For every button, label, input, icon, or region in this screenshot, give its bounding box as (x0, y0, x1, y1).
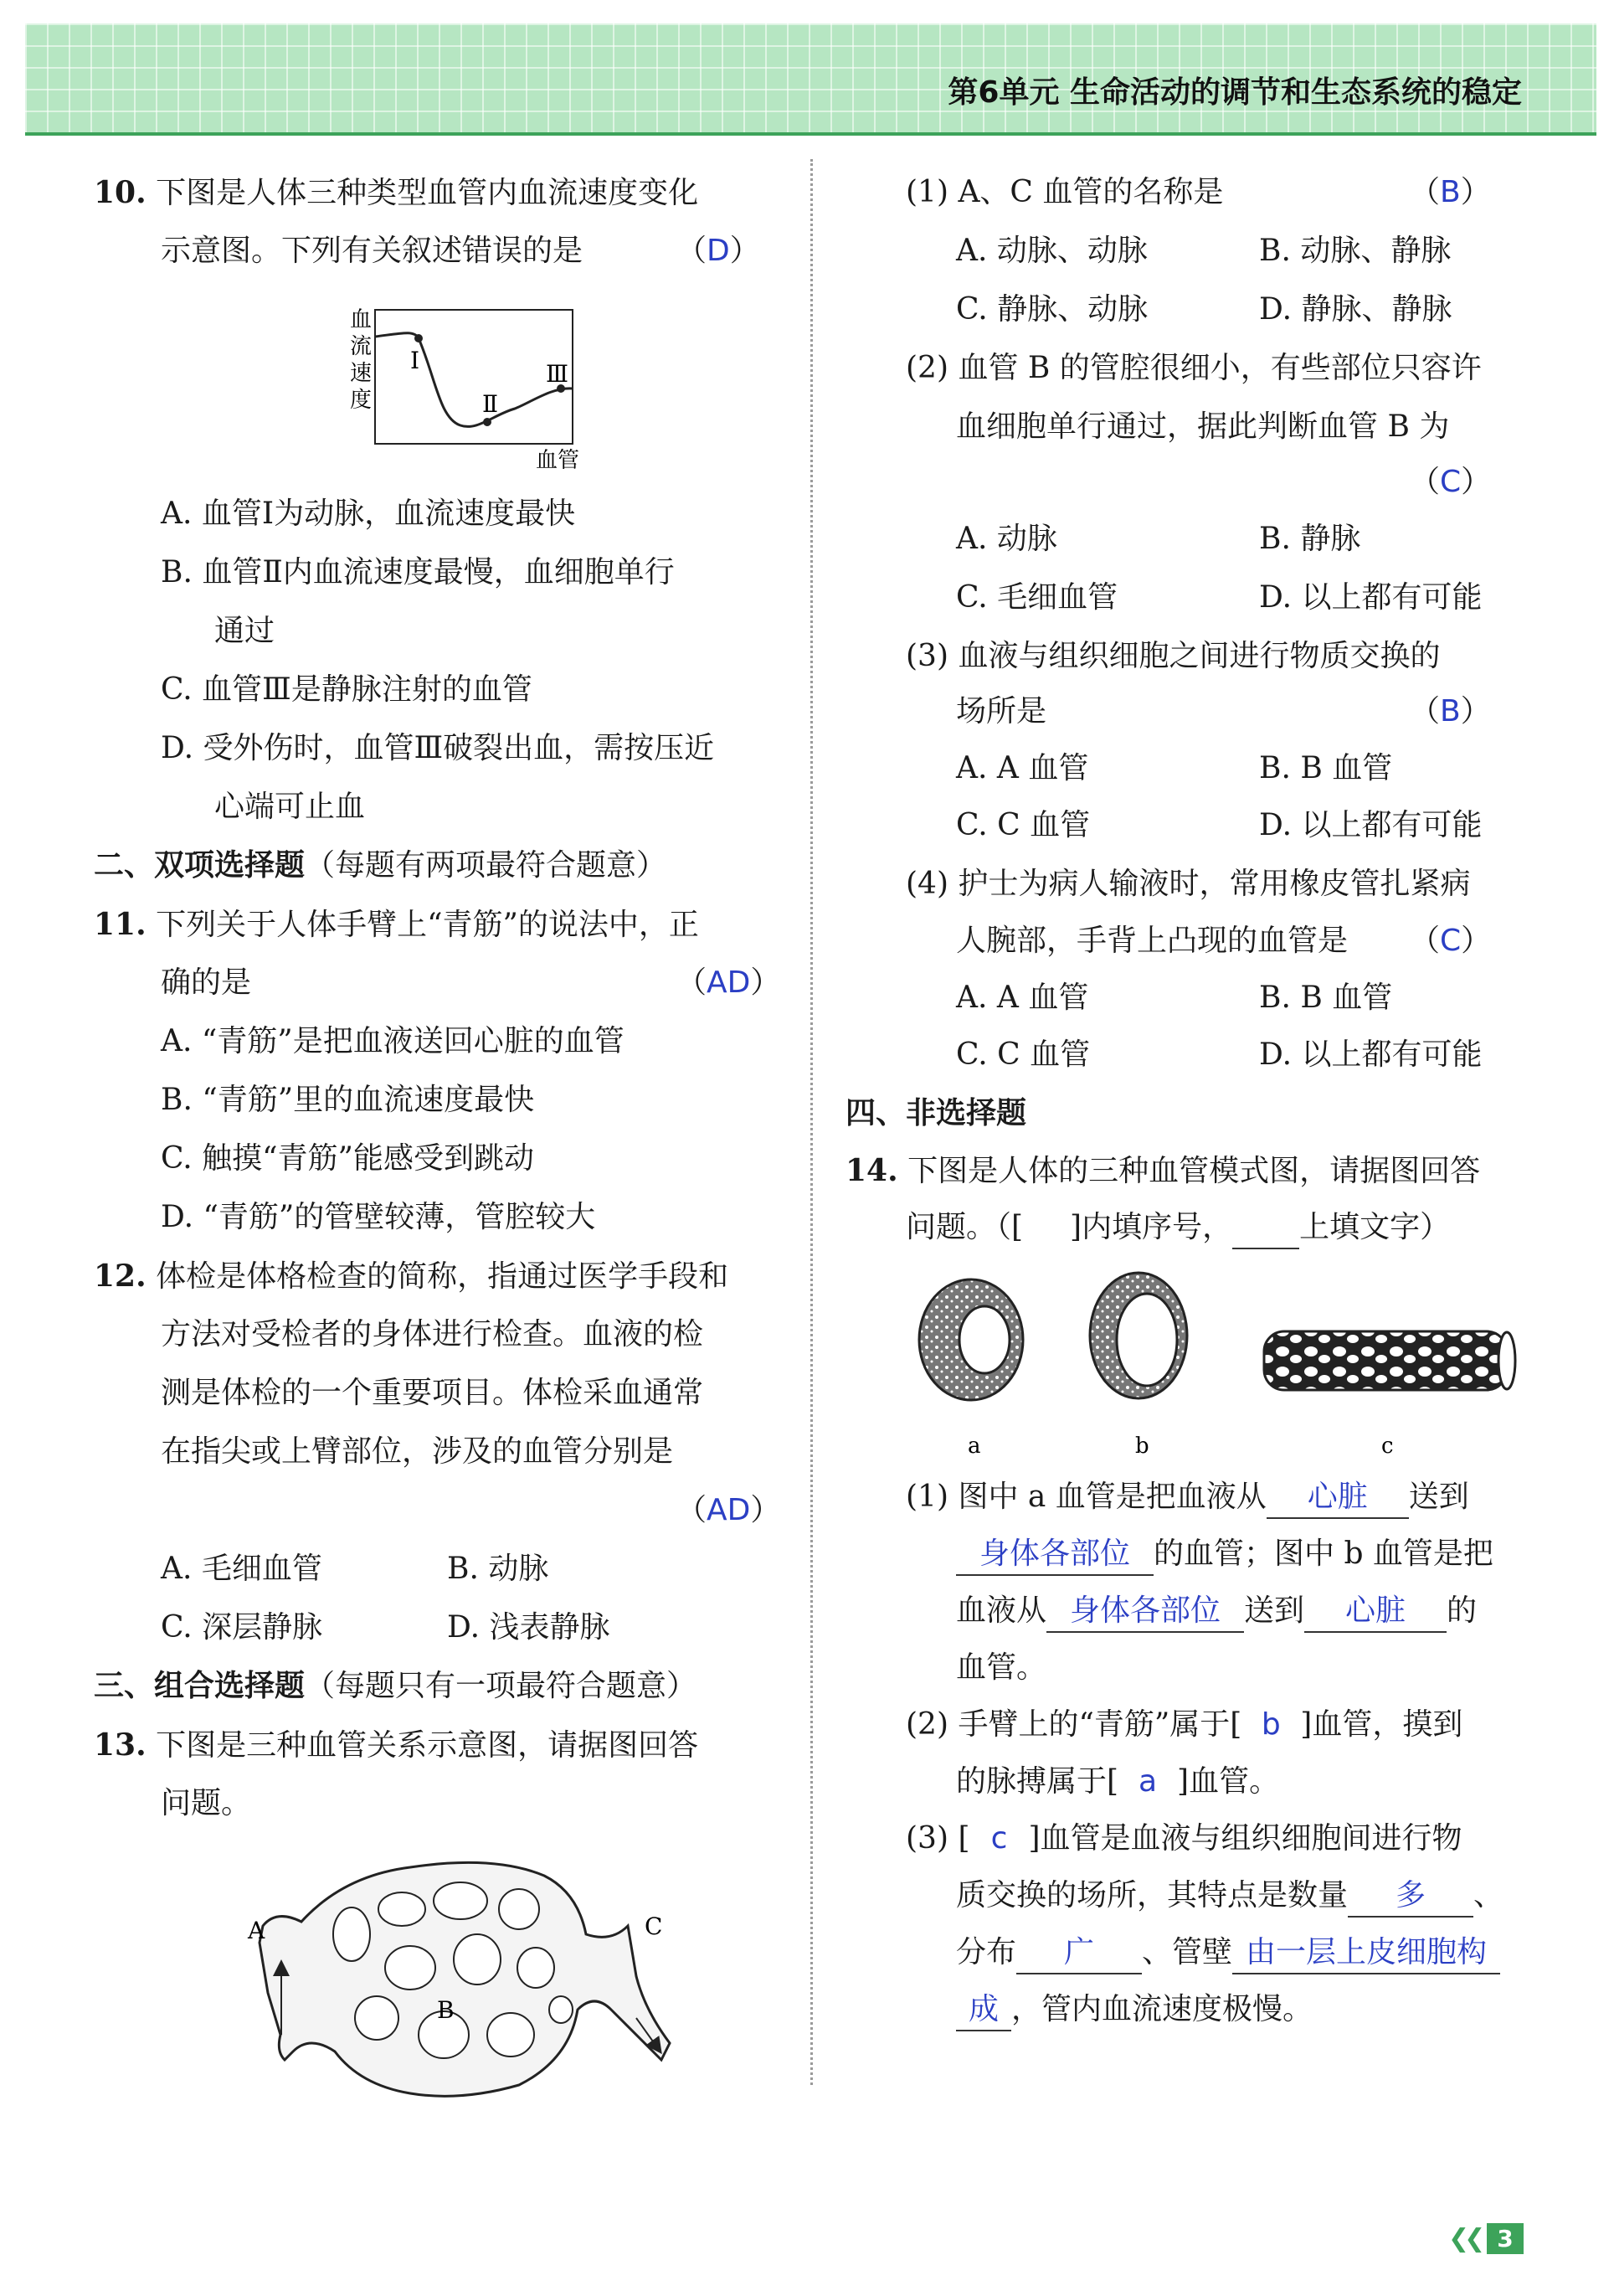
point-II (483, 418, 491, 426)
q13-sub2-option-d: D. 以上都有可能 (1259, 580, 1483, 615)
q14-s1-answer2: 身体各部位 (979, 1537, 1130, 1571)
q14-stem2c: 上填文字） (1299, 1210, 1451, 1244)
q14-s1-answer1: 心脏 (1307, 1480, 1368, 1514)
q13-sub4-answer-paren: （C） (1410, 924, 1492, 958)
q14-s1-blank3[interactable] (1046, 1591, 1244, 1633)
page-number: 3 (1487, 2223, 1523, 2254)
q14-s3-text5: 分布 (956, 1935, 1017, 1969)
q11-answer: AD (707, 965, 751, 1000)
header-rule (25, 132, 1596, 136)
q13-sub2-answer-paren: （C） (1410, 465, 1492, 499)
q14-s3-blank3[interactable] (1016, 1933, 1142, 1974)
label-C: C (645, 1912, 663, 1940)
q13-stem2: 问题。 (161, 1786, 252, 1820)
q14-s3-answer5: 成 (968, 1992, 999, 2026)
q12-option-b: B. 动脉 (447, 1552, 549, 1586)
q14-s3-answer1: c (990, 1821, 1008, 1856)
q12-answer: AD (707, 1493, 751, 1527)
q13-sub3-option-b: B. B 血管 (1259, 751, 1393, 785)
q14-number: 14. (846, 1153, 898, 1188)
q13-sub1-answer-paren: （B） (1410, 175, 1491, 209)
q14-s1-text6: 的 (1447, 1593, 1478, 1628)
q14-s3-text3: 质交换的场所，其特点是数量 (956, 1878, 1349, 1912)
q14-s3-line4 (956, 1990, 1313, 2031)
q12-option-d: D. 浅表静脉 (447, 1610, 610, 1645)
point-I (414, 334, 423, 342)
q13-sub4-option-a: A. A 血管 (956, 981, 1089, 1015)
q14-s1-answer3: 身体各部位 (1070, 1593, 1221, 1628)
q13-sub4-option-c: C. C 血管 (956, 1037, 1091, 1072)
q14-s1-blank4[interactable] (1304, 1591, 1447, 1633)
q10-stem1: 下图是人体三种类型血管内血流速度变化 (156, 176, 699, 210)
q14-line1 (846, 1151, 1480, 1192)
q11-option-a: A. “青筋”是把血液送回心脏的血管 (161, 1024, 625, 1058)
q14-s3-answer3: 广 (1064, 1935, 1095, 1969)
q14-s2-answer2: a (1139, 1764, 1158, 1799)
q12-stem1: 体检是体格检查的简称，指通过医学手段和 (156, 1259, 729, 1294)
q12-option-c: C. 深层静脉 (161, 1610, 323, 1645)
vessel-b (1090, 1273, 1187, 1398)
q14-s2-text1: (2) 手臂上的“青筋”属于[ (906, 1707, 1242, 1742)
q14-s1-text4: 血液从 (956, 1593, 1047, 1628)
q14-s3-text2: ]血管是血液与组织细胞间进行物 (1028, 1821, 1462, 1856)
q13-sub2-option-a: A. 动脉 (956, 522, 1057, 556)
q11-stem2: 确的是 (161, 965, 252, 1000)
q11-option-d: D. “青筋”的管壁较薄，管腔较大 (161, 1200, 596, 1234)
section-3-note: （每题只有一项最符合题意） (305, 1669, 697, 1703)
q14-stem2b: ]内填序号， (1070, 1210, 1233, 1244)
xlabel: 血管 (536, 448, 580, 469)
q10-option-b2: 通过 (214, 614, 275, 648)
q10-option-c: C. 血管Ⅲ是静脉注射的血管 (161, 672, 532, 707)
q14-s1-line3 (956, 1591, 1477, 1633)
q14-s1-line2 (956, 1534, 1493, 1576)
flow-curve (375, 333, 573, 427)
q13-sub3-option-c: C. C 血管 (956, 808, 1091, 842)
ylabel-2: 流 (350, 334, 373, 359)
q14-s3-text1: (3) [ (906, 1821, 970, 1856)
q14-s3-blank5[interactable] (956, 1990, 1011, 2031)
q10-option-d2: 心端可止血 (214, 790, 366, 824)
unit-title: 第6单元 生命活动的调节和生态系统的稳定 (948, 75, 1522, 110)
q13-sub3-option-d: D. 以上都有可能 (1259, 808, 1483, 842)
label-c: c (1381, 1434, 1394, 1459)
vessel-network-figure (243, 1842, 712, 2110)
q14-s1-text1: (1) 图中 a 血管是把血液从 (906, 1480, 1267, 1514)
section-2-title: 二、双项选择题 (94, 848, 306, 883)
q13-sub4-answer: C (1440, 924, 1462, 958)
q13-sub1-option-b: B. 动脉、静脉 (1259, 234, 1452, 268)
q10-line1 (94, 172, 698, 214)
label-I: Ⅰ (410, 347, 420, 374)
label-a: a (968, 1434, 981, 1459)
q14-s2-text2: ]血管，摸到 (1300, 1707, 1463, 1742)
q13-sub3-option-a: A. A 血管 (956, 751, 1089, 785)
section-3-title: 三、组合选择题 (94, 1669, 306, 1703)
q14-s1-blank2[interactable] (956, 1534, 1154, 1576)
q13-line1 (94, 1725, 698, 1766)
q12-stem4: 在指尖或上臂部位，涉及的血管分别是 (161, 1434, 674, 1469)
q11-answer-paren: （AD） (676, 965, 781, 1000)
q14-s2-answer1: b (1261, 1707, 1281, 1742)
page-number-tab (1448, 2223, 1524, 2254)
q14-s1-text2: 送到 (1408, 1480, 1469, 1514)
q13-sub3-answer-paren: （B） (1410, 694, 1491, 728)
q14-s3-text6: 、管壁 (1142, 1935, 1233, 1969)
q14-s2-line1 (906, 1705, 1462, 1745)
ylabel-3: 速 (350, 361, 373, 386)
q14-s2-text3: 的脉搏属于[ (956, 1764, 1119, 1799)
q12-number: 12. (94, 1259, 146, 1294)
q13-sub1-option-a: A. 动脉、动脉 (956, 234, 1148, 268)
q13-sub3-answer: B (1440, 694, 1461, 728)
q14-stem1: 下图是人体的三种血管模式图，请据图回答 (907, 1154, 1481, 1188)
q10-stem2: 示意图。下列有关叙述错误的是 (161, 234, 583, 268)
q11-line1 (94, 904, 699, 945)
q11-option-c: C. 触摸“青筋”能感受到跳动 (161, 1141, 534, 1176)
q10-answer-paren: （D） (676, 234, 760, 268)
q14-s1-blank1[interactable] (1267, 1477, 1409, 1519)
q14-s1-line1 (906, 1477, 1469, 1519)
section-2-note: （每题有两项最符合题意） (305, 848, 667, 883)
q12-option-a: A. 毛细血管 (161, 1552, 322, 1586)
q13-sub2-stem2: 血细胞单行通过，据此判断血管 B 为 (956, 409, 1450, 444)
ylabel-4: 度 (350, 388, 373, 413)
q14-s3-line2 (956, 1876, 1503, 1918)
q14-s3-line1 (906, 1819, 1462, 1859)
blood-flow-speed-figure (335, 301, 611, 469)
q11-number: 11. (94, 907, 146, 942)
q12-answer-paren: （AD） (676, 1493, 781, 1527)
q13-sub3-stem1: (3) 血液与组织细胞之间进行物质交换的 (906, 639, 1441, 673)
vessel-c (1264, 1331, 1515, 1390)
q13-sub2-stem1: (2) 血管 B 的管腔很细小，有些部位只容许 (906, 351, 1482, 385)
q14-s1-text5: 送到 (1244, 1593, 1305, 1628)
q14-s3-text7: ，管内血流速度极慢。 (1011, 1992, 1313, 2026)
q13-number: 13. (94, 1727, 146, 1763)
q14-sample-blank (1232, 1207, 1299, 1249)
q13-sub2-option-c: C. 毛细血管 (956, 580, 1118, 615)
q14-line2 (906, 1207, 1450, 1249)
q13-sub2-option-b: B. 静脉 (1259, 522, 1361, 556)
q10-option-b1: B. 血管Ⅱ内血流速度最慢，血细胞单行 (161, 555, 675, 589)
q12-line1 (94, 1256, 728, 1297)
column-divider (810, 159, 813, 2085)
label-III: Ⅲ (546, 360, 569, 388)
section-4-title: 四、非选择题 (846, 1096, 1027, 1130)
q14-s1-text3: 的血管；图中 b 血管是把 (1154, 1537, 1493, 1571)
label-b: b (1135, 1434, 1149, 1459)
q13-stem1: 下图是三种血管关系示意图，请据图回答 (156, 1728, 699, 1763)
q10-answer: D (707, 234, 730, 268)
q14-s3-text4: 、 (1473, 1878, 1504, 1912)
q14-s1-answer4: 心脏 (1345, 1593, 1406, 1628)
q14-s3-blank4[interactable] (1232, 1933, 1500, 1974)
q11-option-b: B. “青筋”里的血流速度最快 (161, 1083, 535, 1117)
q12-stem2: 方法对受检者的身体进行检查。血液的检 (161, 1317, 704, 1351)
q13-sub1-stem: (1) A、C 血管的名称是 (906, 175, 1224, 209)
q14-stem2a: 问题。（[ (906, 1210, 1024, 1244)
q13-sub4-option-d: D. 以上都有可能 (1259, 1037, 1483, 1072)
double-chevron-icon: ❮❮ (1448, 2224, 1481, 2253)
label-A: A (248, 1917, 265, 1944)
q13-sub2-answer: C (1440, 465, 1462, 499)
q11-stem1: 下列关于人体手臂上“青筋”的说法中，正 (156, 908, 699, 942)
three-vessels-figure (904, 1264, 1532, 1465)
q14-s2-text4: ]血管。 (1177, 1764, 1280, 1799)
ylabel-1: 血 (350, 307, 373, 332)
q14-s2-line2 (956, 1762, 1279, 1802)
q10-option-a: A. 血管Ⅰ为动脉，血流速度最快 (161, 497, 576, 531)
q13-sub1-option-c: C. 静脉、动脉 (956, 292, 1149, 327)
q13-sub3-stem2: 场所是 (956, 694, 1047, 728)
section-2-heading (94, 846, 666, 886)
q14-s3-line3 (956, 1933, 1500, 1974)
q13-sub1-option-d: D. 静脉、静脉 (1259, 292, 1452, 327)
q12-stem3: 测是体检的一个重要项目。体检采血通常 (161, 1376, 704, 1410)
q13-sub4-stem1: (4) 护士为病人输液时，常用橡皮管扎紧病 (906, 867, 1471, 901)
q13-sub1-answer: B (1440, 175, 1461, 209)
vessel-a (919, 1279, 1023, 1400)
q14-s1-text7: 血管。 (956, 1650, 1047, 1685)
label-II: Ⅱ (482, 390, 499, 418)
fig-frame (375, 310, 573, 444)
q10-number: 10. (94, 175, 146, 210)
q14-s3-answer4: 由一层上皮细胞构 (1246, 1935, 1488, 1969)
section-3-heading (94, 1666, 696, 1707)
q10-option-d1: D. 受外伤时，血管Ⅲ破裂出血，需按压近 (161, 731, 715, 765)
q13-sub4-option-b: B. B 血管 (1259, 981, 1393, 1015)
q14-s3-blank2[interactable] (1348, 1876, 1473, 1918)
q14-s3-answer2: 多 (1396, 1878, 1426, 1912)
label-B: B (437, 1996, 455, 2024)
q13-sub4-stem2: 人腕部，手背上凸现的血管是 (956, 924, 1349, 958)
